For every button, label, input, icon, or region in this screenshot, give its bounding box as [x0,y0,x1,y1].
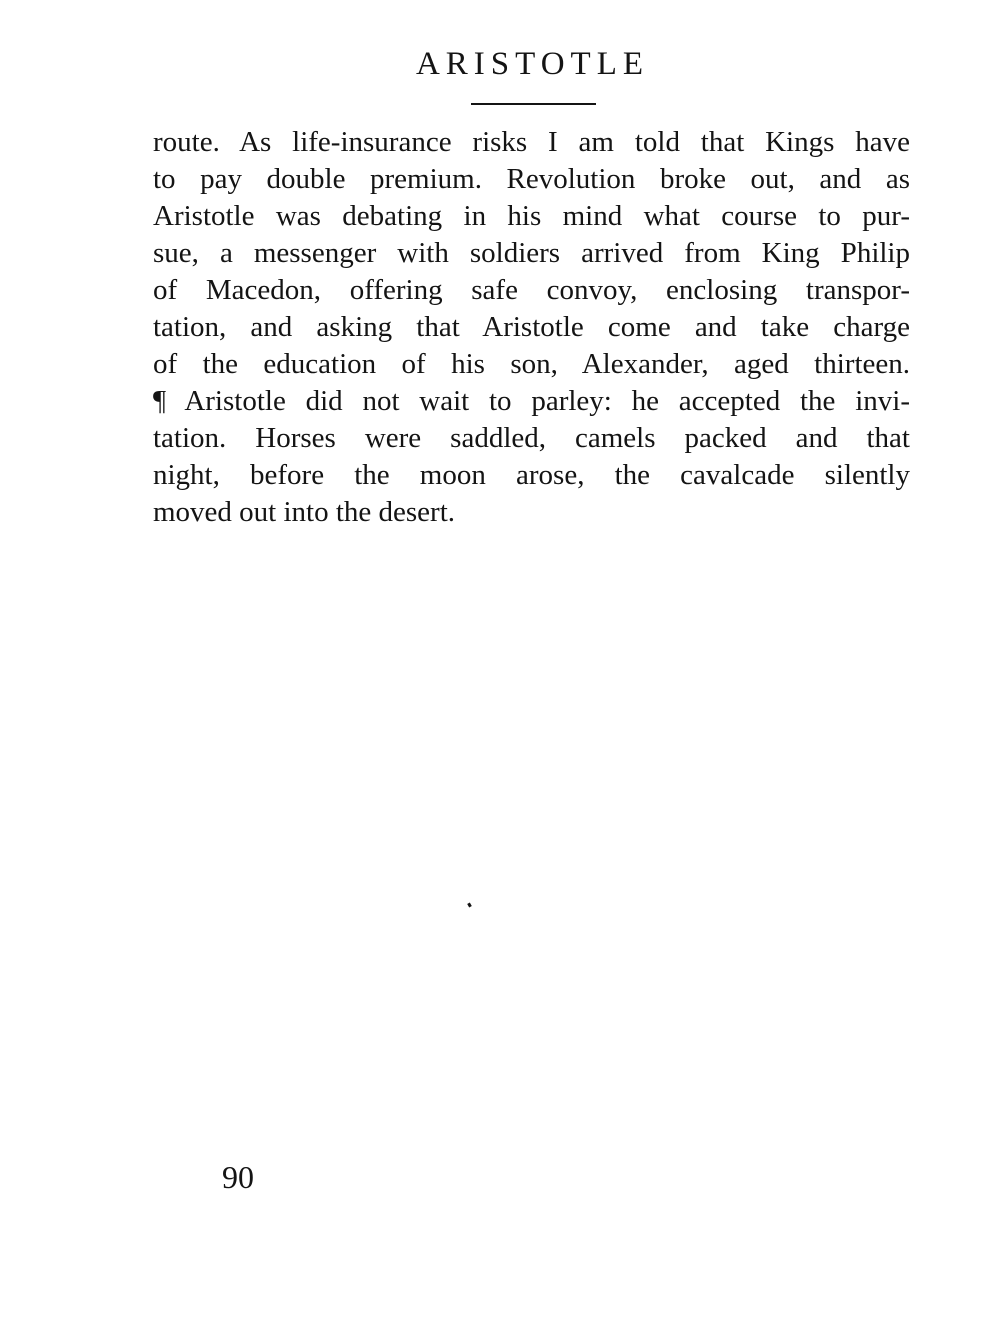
text-line: Aristotle was debating in his mind what course to pur- [153,200,910,232]
text-line: route. As life-insurance risks I am told that Kings have [153,126,910,158]
stray-ink-mark [467,903,472,908]
text-line: ¶ Aristotle did not wait to parley: he accepted the invi- [153,385,910,417]
text-line: moved out into the desert. [153,496,456,528]
text-line: to pay double premium. Revolution broke out, and as [153,163,910,195]
text-line: sue, a messenger with soldiers arrived from King Philip [153,237,910,269]
text-line: night, before the moon arose, the cavalcade silently [153,459,910,491]
head-rule-divider [471,103,596,105]
page-number: 90 [222,1159,254,1195]
text-line: of the education of his son, Alexander, aged thirteen. [153,348,910,380]
running-head: ARISTOTLE [415,46,650,82]
text-line: of Macedon, offering safe convoy, enclosing transpor- [153,274,910,306]
body-text [153,124,910,531]
text-line: tation, and asking that Aristotle come and take charge [153,311,910,343]
text-line: tation. Horses were saddled, camels packed and that [153,422,910,454]
